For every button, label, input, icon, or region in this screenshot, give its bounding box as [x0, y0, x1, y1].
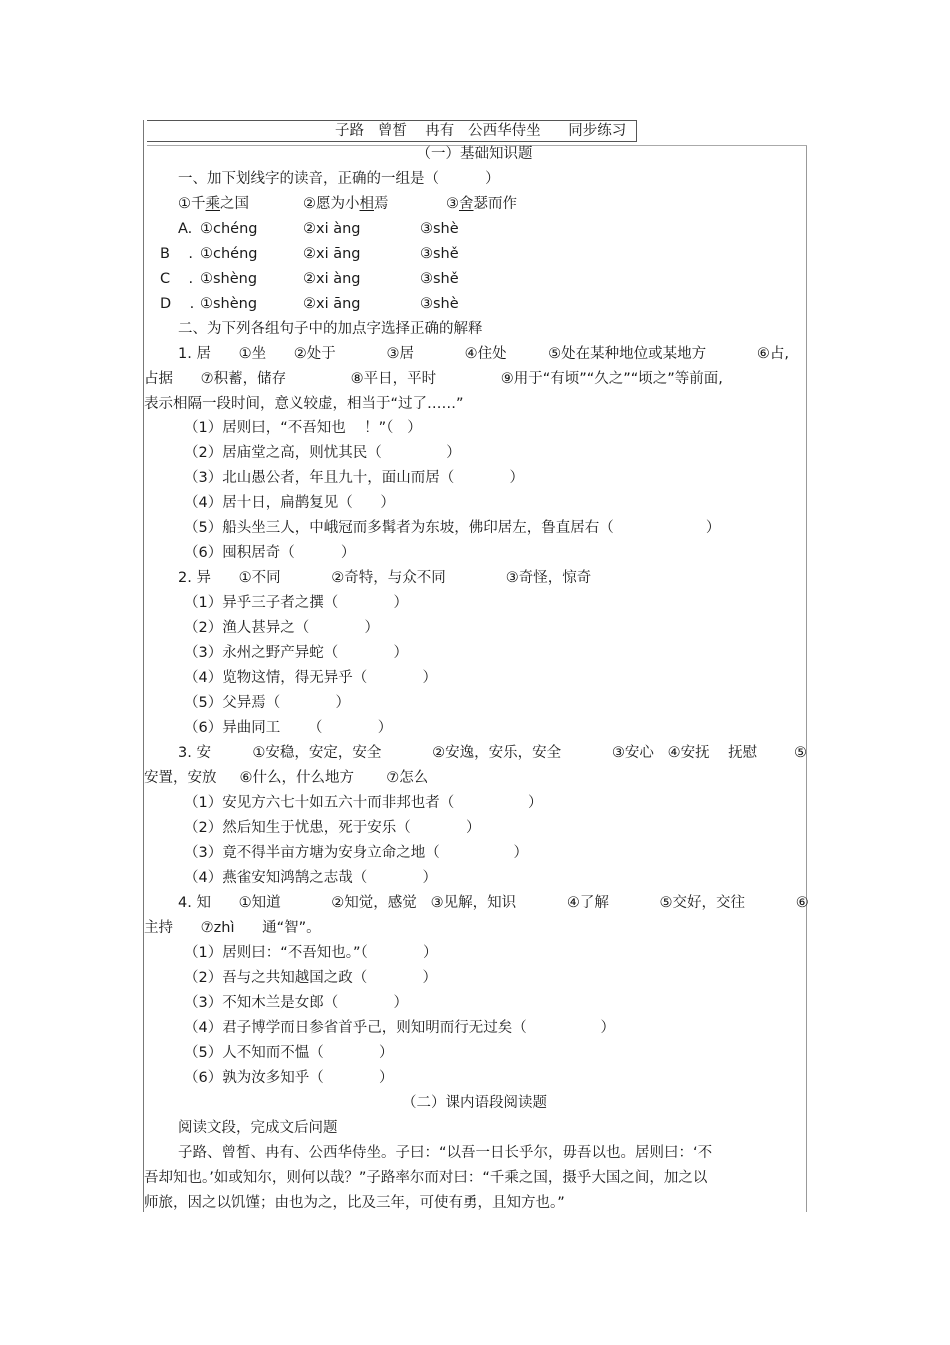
option-reading-1: ①shèng	[200, 296, 258, 312]
list-item: （3）北山愚公者，年且九十，面山而居（ ）	[184, 470, 525, 486]
passage-line: 子路、曾皙、冉有、公西华侍坐。子曰：“以吾一日长乎尔，毋吾以也。居则曰：‘不	[178, 1145, 713, 1161]
list-item: （5）船头坐三人，中峨冠而多髯者为东坡，佛印居左，鲁直居右（ ）	[184, 520, 721, 536]
list-item: （6）孰为汝多知乎（ ）	[184, 1070, 394, 1086]
section-heading-basic: （一）基础知识题	[416, 146, 533, 162]
entry-an-definitions: 3. 安 ①安稳，安定，安全 ②安逸，安乐，安全 ③安心 ④安抚 抚慰 ⑤	[178, 745, 807, 761]
entry-zhi-definitions-cont: 主持 ⑦zhì 通“智”。	[144, 920, 321, 936]
option-reading-1: ①shèng	[200, 271, 258, 287]
entry-zhi-definitions: 4. 知 ①知道 ②知觉，感觉 ③见解，知识 ④了解 ⑤交好，交往 ⑥	[178, 895, 809, 911]
list-item: （4）居十日，扁鹊复见（ ）	[184, 495, 395, 511]
option-letter: A.	[178, 221, 193, 237]
list-item: （2）居庙堂之高，则忧其民（ ）	[184, 445, 461, 461]
page-title: 子路 曾皙 冉有 公西华侍坐 同步练习	[335, 123, 627, 139]
question-2-stem: 二、为下列各组句子中的加点字选择正确的解释	[178, 321, 483, 337]
list-item: （4）览物这情，得无异乎（ ）	[184, 670, 438, 686]
entry-yi-definitions: 2. 异 ①不同 ②奇特，与众不同 ③奇怪，惊奇	[178, 570, 592, 586]
list-item: （1）安见方六七十如五六十而非邦也者（ ）	[184, 795, 543, 811]
option-reading-3: ③shè	[420, 221, 459, 237]
frame-left-border	[143, 120, 144, 1212]
option-reading-3: ③shè	[420, 296, 459, 312]
passage-line: 师旅，因之以饥馑；由也为之，比及三年，可使有勇，且知方也。”	[144, 1195, 565, 1211]
list-item: （3）永州之野产异蛇（ ）	[184, 645, 409, 661]
entry-ju-definitions: 1. 居 ①坐 ②处于 ③居 ④住处 ⑤处在某种地位或某地方 ⑥占,	[178, 346, 789, 362]
list-item: （2）然后知生于忧患，死于安乐（ ）	[184, 820, 481, 836]
section-heading-reading: （二）课内语段阅读题	[402, 1095, 547, 1111]
list-item: （1）居则曰，“不吾知也 ！”（ ）	[184, 420, 422, 436]
list-item: （4）君子博学而日参省首乎己，则知明而行无过矣（ ）	[184, 1020, 615, 1036]
list-item: （5）父异焉（ ）	[184, 695, 351, 711]
option-letter: C .	[160, 271, 194, 287]
list-item: （6）异曲同工 （ ）	[184, 720, 393, 736]
passage-instruction: 阅读文段，完成文后问题	[178, 1120, 338, 1136]
option-letter: B .	[160, 246, 193, 262]
option-reading-1: ①chéng	[200, 246, 258, 262]
entry-ju-definitions-cont: 表示相隔一段时间，意义较虚，相当于“过了……”	[144, 396, 464, 412]
option-reading-2: ②xi āng	[303, 296, 361, 312]
option-reading-1: ①chéng	[200, 221, 258, 237]
question-1-item-2: ②愿为小相焉	[303, 196, 389, 212]
entry-ju-definitions-cont: 占据 ⑦积蓄，储存 ⑧平日，平时 ⑨用于“有顷”“久之”“顷之”等前面,	[144, 371, 723, 387]
list-item: （2）吾与之共知越国之政（ ）	[184, 970, 438, 986]
list-item: （5）人不知而不愠（ ）	[184, 1045, 394, 1061]
list-item: （1）异乎三子者之撰（ ）	[184, 595, 409, 611]
option-reading-3: ③shě	[420, 271, 459, 287]
option-letter: D .	[160, 296, 195, 312]
list-item: （2）渔人甚异之（ ）	[184, 620, 380, 636]
list-item: （4）燕雀安知鸿鹄之志哉（ ）	[184, 870, 438, 886]
list-item: （6）囤积居奇（ ）	[184, 545, 356, 561]
option-reading-2: ②xi àng	[303, 221, 361, 237]
option-reading-3: ③shě	[420, 246, 459, 262]
option-reading-2: ②xi āng	[303, 246, 361, 262]
entry-an-definitions-cont: 安置，安放 ⑥什么，什么地方 ⑦怎么	[144, 770, 429, 786]
option-reading-2: ②xi àng	[303, 271, 361, 287]
list-item: （3）竟不得半亩方塘为安身立命之地（ ）	[184, 845, 528, 861]
question-1-item-3: ③舍瑟而作	[446, 196, 517, 212]
question-1-item-1: ①千乘之国	[178, 196, 249, 212]
frame-right-border	[806, 146, 807, 1212]
passage-line: 吾却知也。’如或知尔，则何以哉？”子路率尔而对曰：“千乘之国，摄乎大国之间，加之以	[144, 1170, 708, 1186]
list-item: （1）居则曰：“不吾知也。”（ ）	[184, 945, 438, 961]
list-item: （3）不知木兰是女郎（ ）	[184, 995, 409, 1011]
question-1-stem: 一、加下划线字的读音，正确的一组是（ ）	[178, 171, 500, 187]
